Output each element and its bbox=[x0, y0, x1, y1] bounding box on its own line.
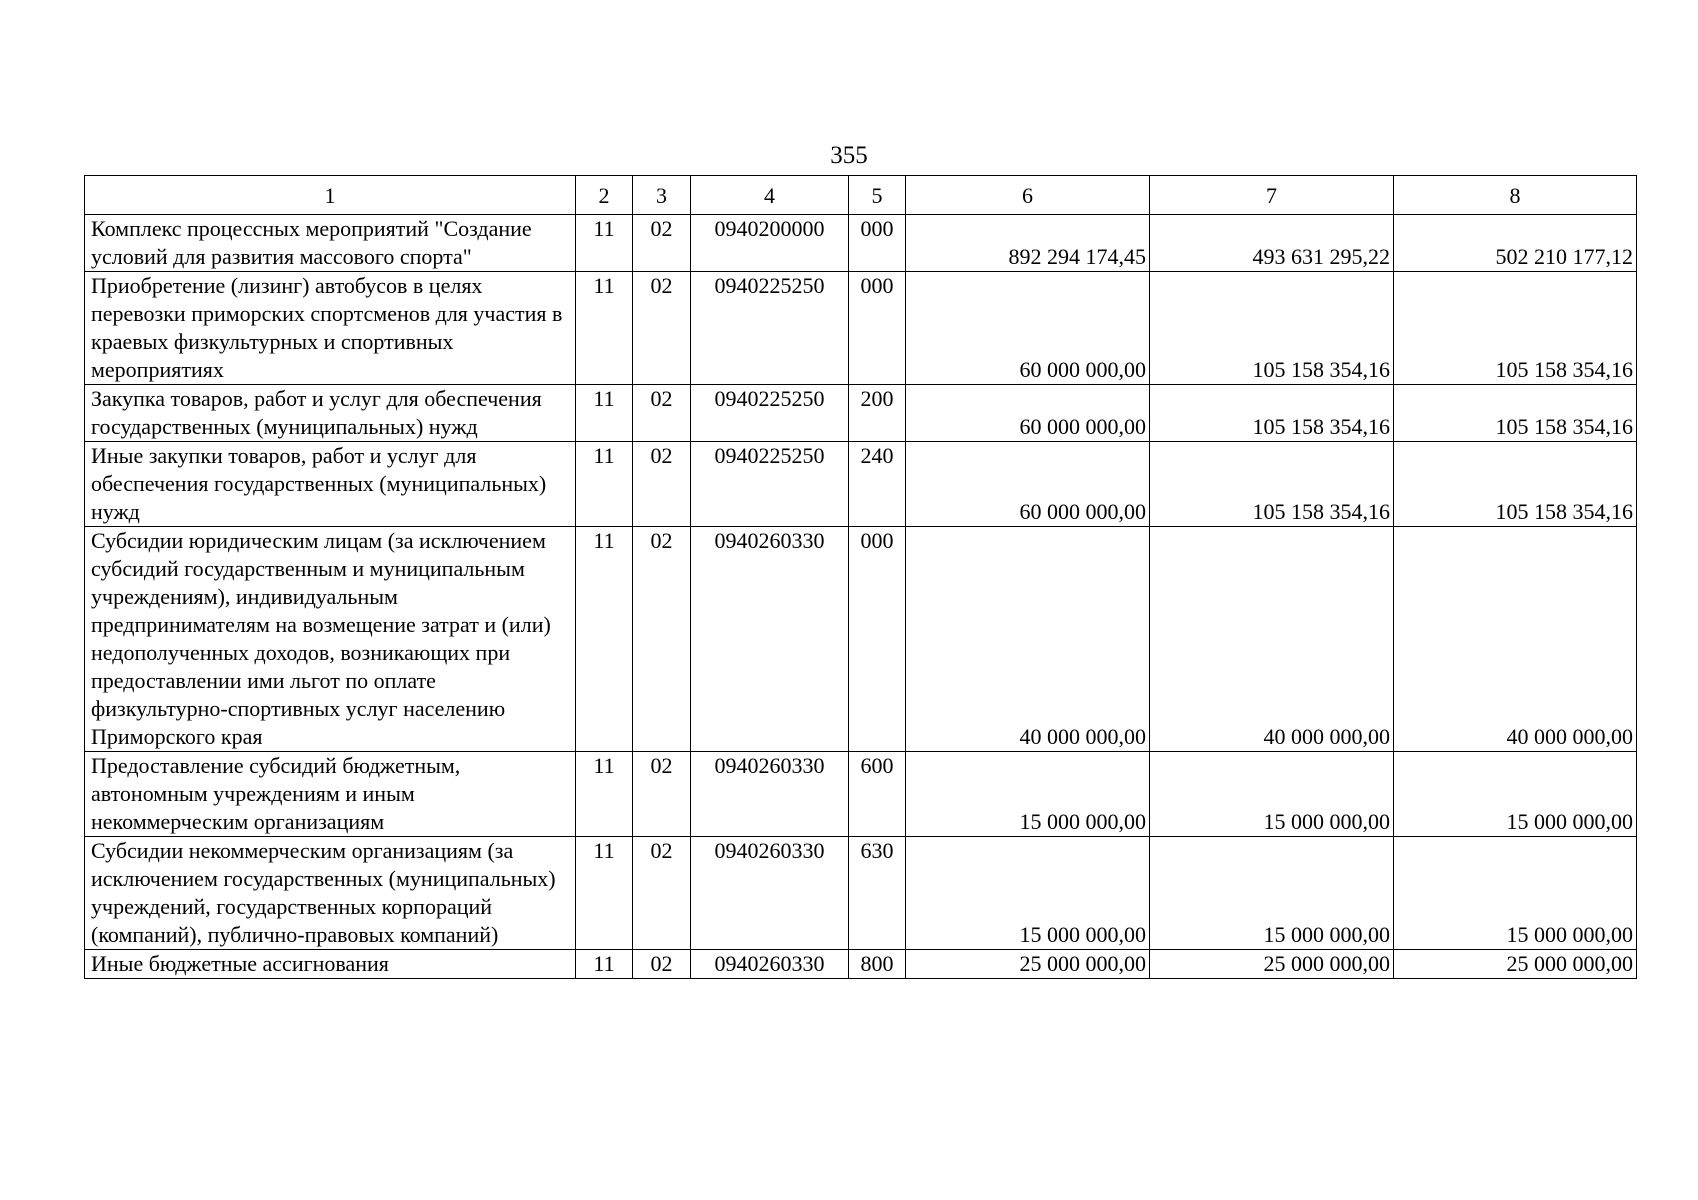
row-subsection: 02 bbox=[633, 442, 691, 527]
row-amount-6: 60 000 000,00 bbox=[906, 442, 1150, 527]
row-name: Приобретение (лизинг) автобусов в целях перевозки приморских спортсменов для участия в краевых физкультурных и спортивных мероприятиях bbox=[85, 272, 576, 385]
row-amount-7: 105 158 354,16 bbox=[1150, 272, 1394, 385]
row-target-code: 0940260330 bbox=[691, 837, 849, 950]
row-section: 11 bbox=[576, 527, 633, 752]
row-expense-type: 000 bbox=[849, 272, 906, 385]
row-amount-6: 60 000 000,00 bbox=[906, 272, 1150, 385]
row-amount-6: 60 000 000,00 bbox=[906, 385, 1150, 442]
header-row bbox=[85, 176, 1637, 215]
row-name: Иные бюджетные ассигнования bbox=[85, 950, 576, 979]
row-amount-7: 15 000 000,00 bbox=[1150, 752, 1394, 837]
row-amount-8: 105 158 354,16 bbox=[1394, 385, 1637, 442]
row-section: 11 bbox=[576, 752, 633, 837]
header-cell: 6 bbox=[906, 176, 1150, 215]
row-section: 11 bbox=[576, 272, 633, 385]
row-name: Закупка товаров, работ и услуг для обеспечения государственных (муниципальных) нужд bbox=[85, 385, 576, 442]
row-target-code: 0940225250 bbox=[691, 272, 849, 385]
header-cell: 2 bbox=[576, 176, 633, 215]
row-name: Комплекс процессных мероприятий "Создание условий для развития массового спорта" bbox=[85, 215, 576, 272]
table-row bbox=[85, 442, 1637, 527]
row-amount-7: 25 000 000,00 bbox=[1150, 950, 1394, 979]
row-name: Субсидии некоммерческим организациям (за исключением государственных (муниципальных) учреждений, государственных корпораций (компаний), публично-правовых компаний) bbox=[85, 837, 576, 950]
row-amount-8: 502 210 177,12 bbox=[1394, 215, 1637, 272]
row-amount-6: 892 294 174,45 bbox=[906, 215, 1150, 272]
budget-table bbox=[84, 175, 1637, 979]
row-amount-6: 15 000 000,00 bbox=[906, 837, 1150, 950]
table-row bbox=[85, 837, 1637, 950]
row-section: 11 bbox=[576, 950, 633, 979]
header-cell: 5 bbox=[849, 176, 906, 215]
row-amount-8: 15 000 000,00 bbox=[1394, 752, 1637, 837]
row-subsection: 02 bbox=[633, 215, 691, 272]
header-cell: 1 bbox=[85, 176, 576, 215]
page-number: 355 bbox=[830, 142, 868, 169]
row-target-code: 0940260330 bbox=[691, 950, 849, 979]
row-subsection: 02 bbox=[633, 272, 691, 385]
row-name: Иные закупки товаров, работ и услуг для обеспечения государственных (муниципальных) нужд bbox=[85, 442, 576, 527]
row-amount-6: 25 000 000,00 bbox=[906, 950, 1150, 979]
row-section: 11 bbox=[576, 837, 633, 950]
row-amount-6: 15 000 000,00 bbox=[906, 752, 1150, 837]
table-row bbox=[85, 272, 1637, 385]
header-cell: 3 bbox=[633, 176, 691, 215]
row-amount-6: 40 000 000,00 bbox=[906, 527, 1150, 752]
table-row bbox=[85, 950, 1637, 979]
row-subsection: 02 bbox=[633, 837, 691, 950]
row-expense-type: 800 bbox=[849, 950, 906, 979]
row-target-code: 0940200000 bbox=[691, 215, 849, 272]
table-row bbox=[85, 385, 1637, 442]
row-amount-8: 15 000 000,00 bbox=[1394, 837, 1637, 950]
row-subsection: 02 bbox=[633, 527, 691, 752]
table-row bbox=[85, 527, 1637, 752]
row-amount-7: 105 158 354,16 bbox=[1150, 385, 1394, 442]
row-target-code: 0940260330 bbox=[691, 527, 849, 752]
row-amount-8: 105 158 354,16 bbox=[1394, 272, 1637, 385]
row-section: 11 bbox=[576, 385, 633, 442]
header-cell: 4 bbox=[691, 176, 849, 215]
header-cell: 8 bbox=[1394, 176, 1637, 215]
row-amount-8: 25 000 000,00 bbox=[1394, 950, 1637, 979]
row-expense-type: 630 bbox=[849, 837, 906, 950]
row-subsection: 02 bbox=[633, 385, 691, 442]
row-target-code: 0940225250 bbox=[691, 385, 849, 442]
row-subsection: 02 bbox=[633, 752, 691, 837]
row-amount-7: 105 158 354,16 bbox=[1150, 442, 1394, 527]
row-name: Предоставление субсидий бюджетным, автономным учреждениям и иным некоммерческим организациям bbox=[85, 752, 576, 837]
row-amount-7: 493 631 295,22 bbox=[1150, 215, 1394, 272]
table-row bbox=[85, 215, 1637, 272]
row-expense-type: 000 bbox=[849, 215, 906, 272]
row-subsection: 02 bbox=[633, 950, 691, 979]
row-expense-type: 240 bbox=[849, 442, 906, 527]
table-row bbox=[85, 752, 1637, 837]
row-amount-8: 105 158 354,16 bbox=[1394, 442, 1637, 527]
row-amount-7: 15 000 000,00 bbox=[1150, 837, 1394, 950]
row-name: Субсидии юридическим лицам (за исключением субсидий государственным и муниципальным учреждениям), индивидуальным предпринимателям на возмещение затрат и (или) недополученных доходов, возникающих при предоставлении ими льгот по оплате физкультурно-спортивных услуг населению Приморского края bbox=[85, 527, 576, 752]
row-expense-type: 600 bbox=[849, 752, 906, 837]
row-amount-7: 40 000 000,00 bbox=[1150, 527, 1394, 752]
row-expense-type: 000 bbox=[849, 527, 906, 752]
row-section: 11 bbox=[576, 215, 633, 272]
header-cell: 7 bbox=[1150, 176, 1394, 215]
row-expense-type: 200 bbox=[849, 385, 906, 442]
row-target-code: 0940225250 bbox=[691, 442, 849, 527]
row-section: 11 bbox=[576, 442, 633, 527]
row-amount-8: 40 000 000,00 bbox=[1394, 527, 1637, 752]
row-target-code: 0940260330 bbox=[691, 752, 849, 837]
